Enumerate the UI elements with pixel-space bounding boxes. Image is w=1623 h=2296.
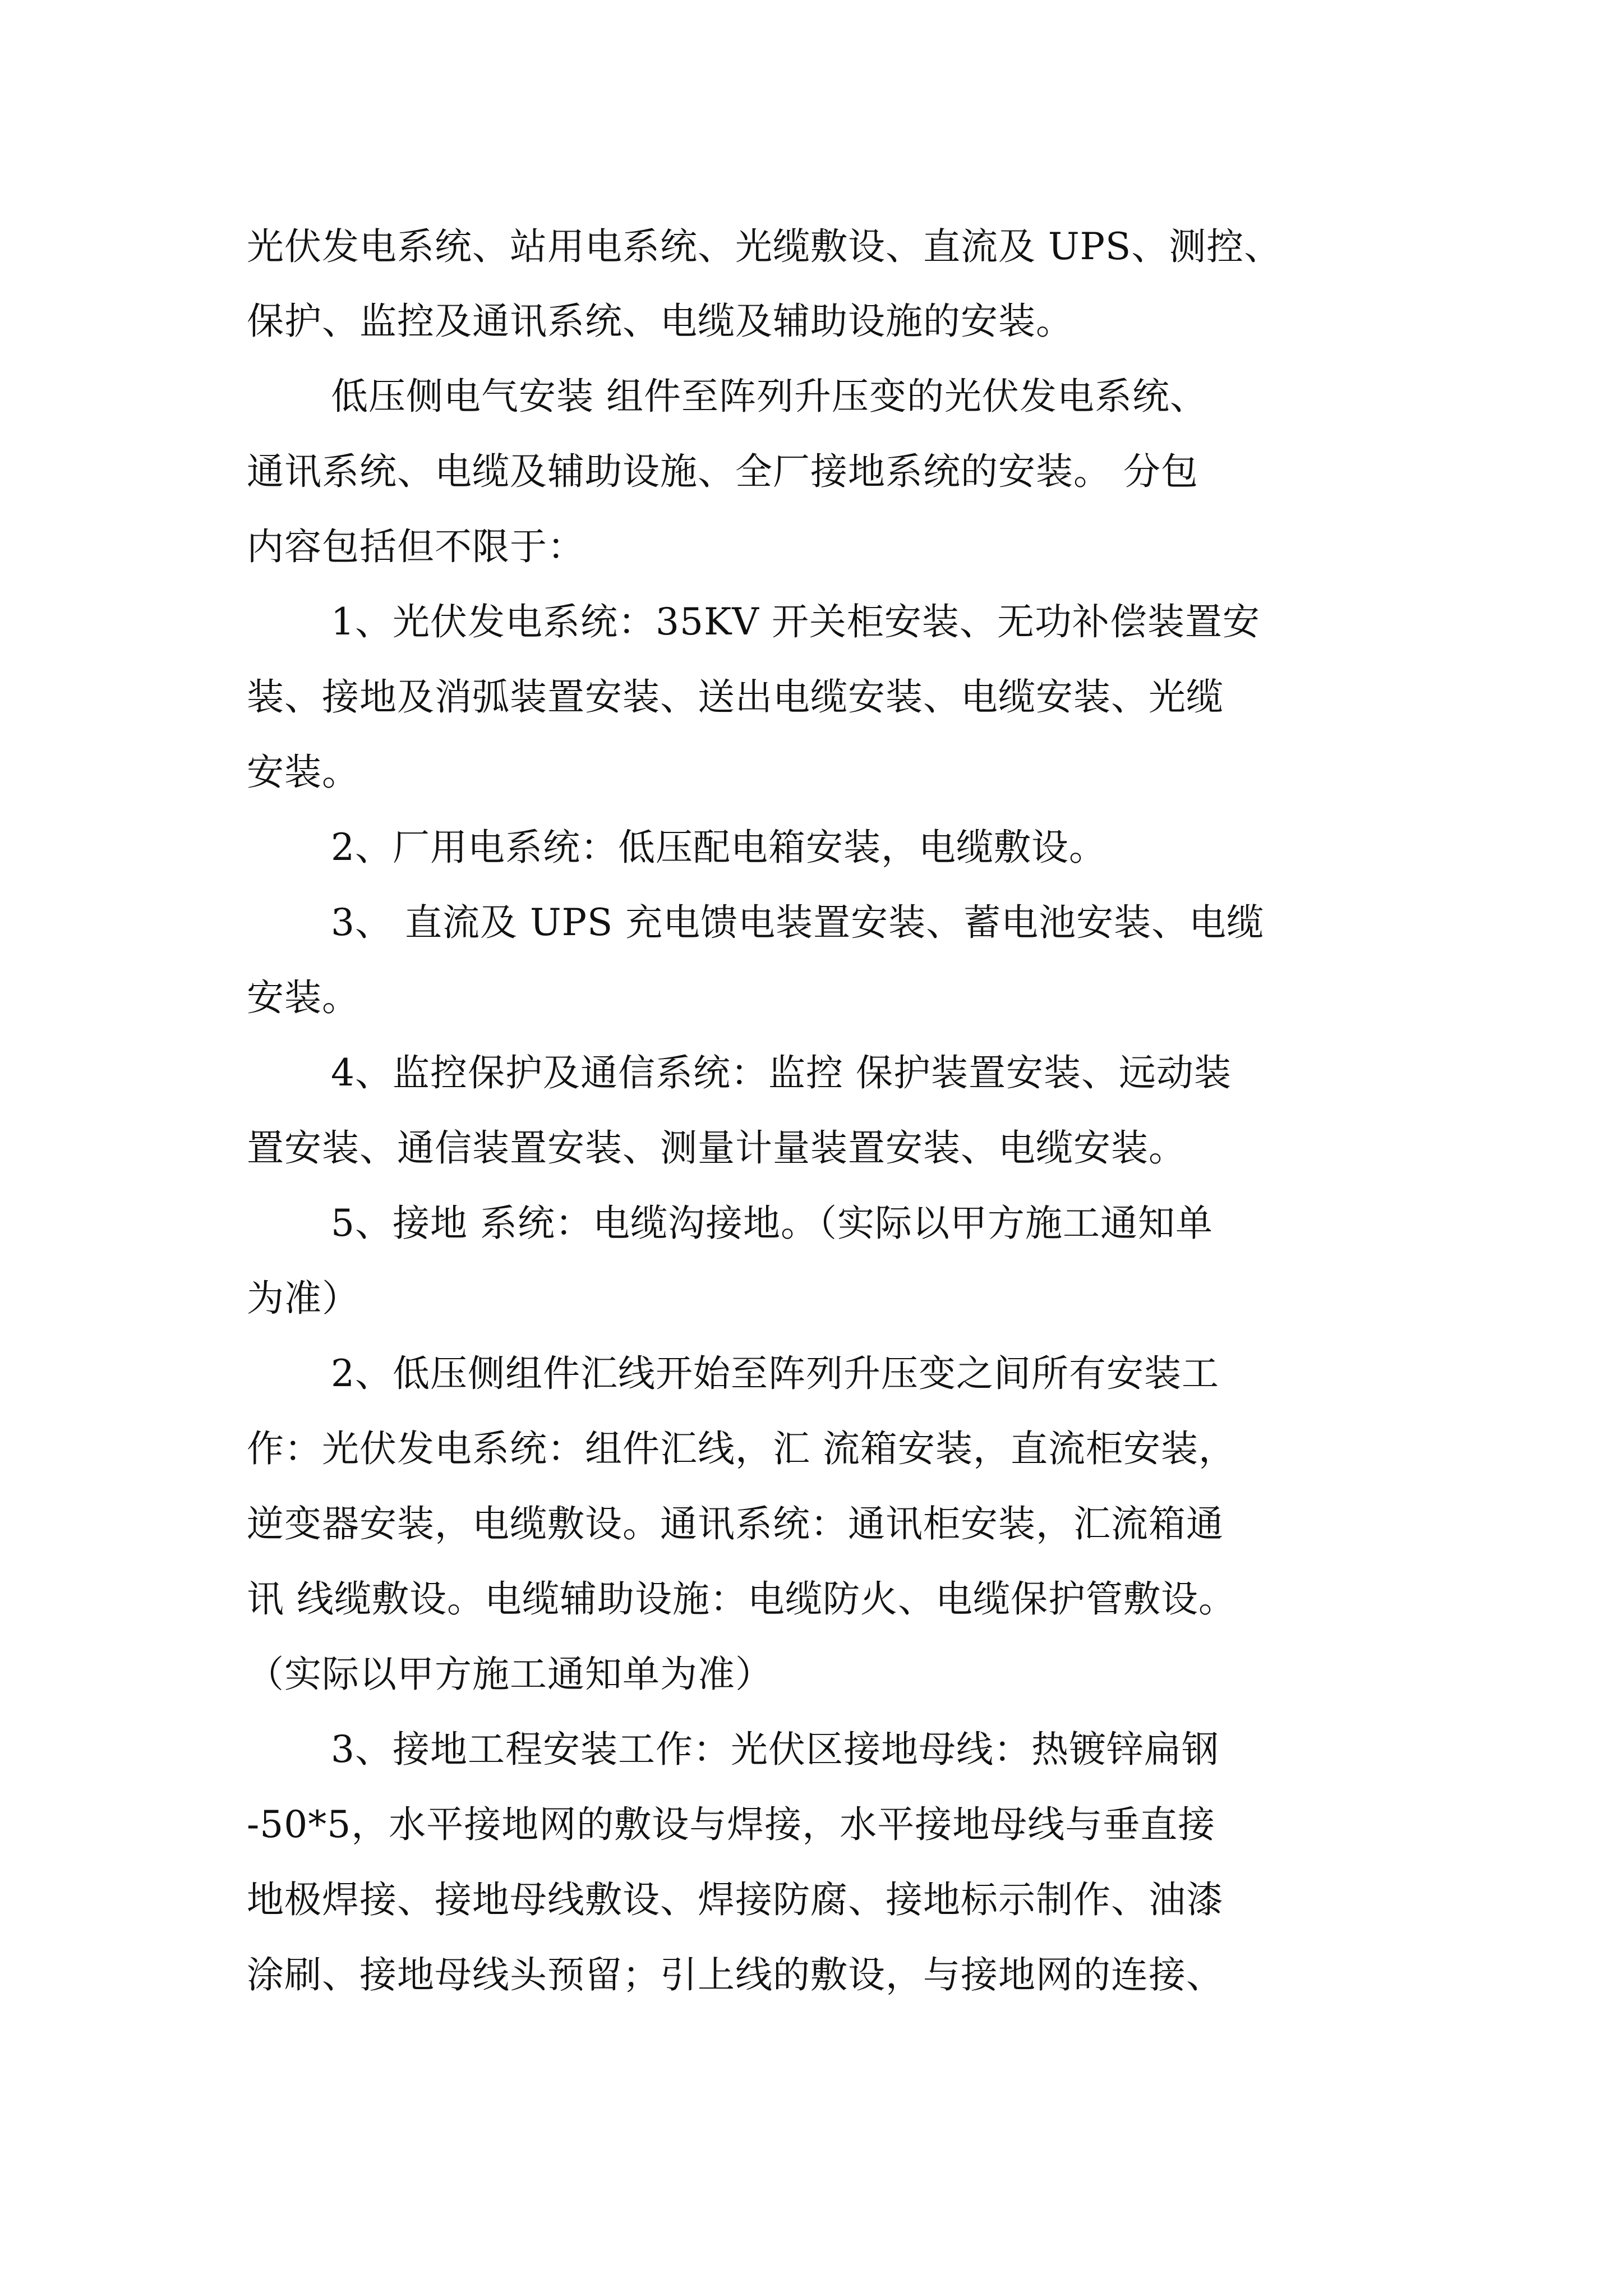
text-line-1: 光伏发电系统、站用电系统、光缆敷设、直流及 UPS、测控、 [247,225,1282,268]
text-line-2: 保护、监控及通讯系统、电缆及辅助设施的安装。 [247,300,1073,343]
text-line-19: 讯 线缆敷设。电缆辅助设施：电缆防火、电缆保护管敷设。 [247,1577,1236,1621]
text-line-20: （实际以甲方施工通知单为准） [247,1653,773,1696]
text-line-24: 涂刷、接地母线头预留；引上线的敷设，与接地网的连接、 [247,1953,1224,1996]
text-line-21: 3、接地工程安装工作：光伏区接地母线：热镀锌扁钢 [331,1728,1219,1771]
text-line-6: 1、光伏发电系统：35KV 开关柜安装、无功补偿装置安 [331,600,1260,643]
text-line-7: 装、接地及消弧装置安装、送出电缆安装、电缆安装、光缆 [247,675,1224,719]
text-line-17: 作：光伏发电系统：组件汇线，汇 流箱安装，直流柜安装， [247,1427,1236,1470]
text-line-3: 低压侧电气安装 组件至阵列升压变的光伏发电系统、 [331,375,1207,418]
text-line-15: 为准） [247,1277,359,1320]
text-line-9: 2、厂用电系统：低压配电箱安装，电缆敷设。 [331,826,1106,869]
text-line-10: 3、 直流及 UPS 充电馈电装置安装、蓄电池安装、电缆 [331,901,1265,944]
text-line-4: 通讯系统、电缆及辅助设施、全厂接地系统的安装。 分包 [247,450,1198,493]
text-line-13: 置安装、通信装置安装、测量计量装置安装、电缆安装。 [247,1126,1186,1170]
text-line-12: 4、监控保护及通信系统：监控 保护装置安装、远动装 [331,1051,1232,1094]
text-line-8: 安装。 [247,751,359,794]
text-line-11: 安装。 [247,976,359,1019]
text-line-16: 2、低压侧组件汇线开始至阵列升压变之间所有安装工 [331,1352,1219,1395]
text-line-18: 逆变器安装，电缆敷设。通讯系统：通讯柜安装，汇流箱通 [247,1502,1224,1545]
text-line-22: -50*5，水平接地网的敷设与焊接，水平接地母线与垂直接 [247,1803,1216,1846]
text-line-14: 5、接地 系统：电缆沟接地。（实际以甲方施工通知单 [331,1202,1213,1245]
text-line-5: 内容包括但不限于： [247,525,585,568]
text-line-23: 地极焊接、接地母线敷设、焊接防腐、接地标示制作、油漆 [247,1878,1224,1921]
